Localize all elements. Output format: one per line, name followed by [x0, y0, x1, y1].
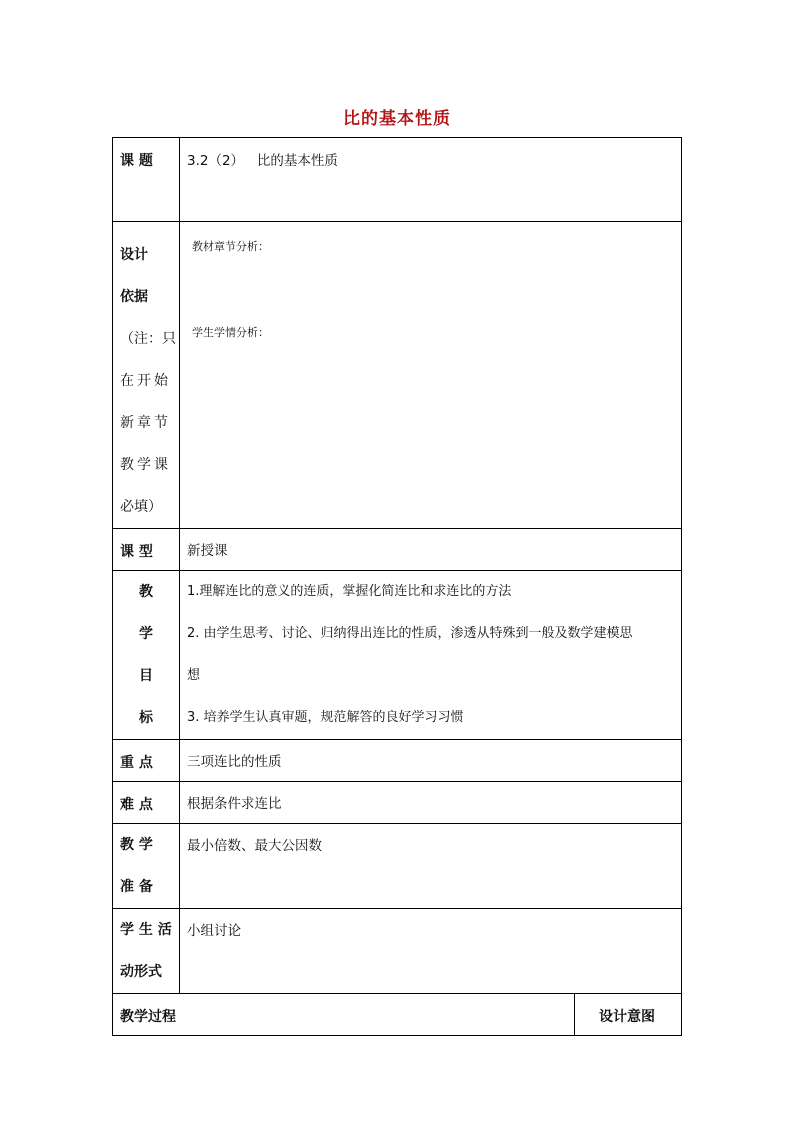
activity-label-line-1: 学 生 活: [120, 922, 172, 938]
textbook-analysis-label: 教材章节分析：: [192, 240, 269, 253]
key-point-value: 三项连比的性质: [187, 754, 282, 770]
design-basis-row: [113, 222, 682, 529]
design-basis-label: [113, 222, 179, 528]
design-basis-content-cell: [180, 222, 682, 529]
design-intent-label: 设计意图: [599, 1009, 655, 1025]
goals-label-char-3: 目: [139, 668, 153, 684]
lesson-type-value-cell: [180, 529, 682, 571]
process-header-row: [113, 994, 682, 1036]
key-point-label-cell: [113, 740, 180, 782]
activity-row: [113, 909, 682, 994]
teaching-goals-content-cell: [180, 571, 682, 740]
activity-value-cell: [180, 909, 682, 994]
design-basis-label-line-2: 依据: [120, 289, 148, 305]
design-basis-note-line-2: 在开始: [120, 373, 171, 389]
activity-label-line-2: 动形式: [120, 964, 162, 980]
preparation-label: [113, 824, 179, 908]
goal-item-3: 3. 培养学生认真审题，规范解答的良好学习习惯: [187, 710, 464, 725]
design-basis-note-line-1: （注：只: [120, 331, 176, 347]
process-label: 教学过程: [120, 1009, 176, 1025]
goals-label-char-4: 标: [139, 710, 153, 726]
key-point-label: 重 点: [120, 755, 153, 771]
preparation-value-cell: [180, 824, 682, 909]
teaching-goals-label-cell: [113, 571, 180, 740]
activity-label-cell: [113, 909, 180, 994]
lesson-type-row: [113, 529, 682, 571]
goals-label-char-2: 学: [139, 626, 153, 642]
document-title: 比的基本性质: [343, 109, 451, 129]
topic-label: 课 题: [120, 153, 153, 169]
key-point-row: [113, 740, 682, 782]
activity-label: [113, 909, 179, 993]
topic-label-cell: [113, 138, 180, 222]
difficulty-value-cell: [180, 782, 682, 824]
design-basis-label-cell: [113, 222, 180, 529]
preparation-value: 最小倍数、最大公因数: [187, 838, 322, 854]
teaching-goals-label: [113, 571, 179, 739]
topic-row: [113, 138, 682, 222]
difficulty-value: 根据条件求连比: [187, 796, 282, 812]
goals-label-char-1: 教: [139, 584, 153, 600]
lesson-type-value: 新授课: [187, 543, 228, 559]
preparation-label-cell: [113, 824, 180, 909]
activity-value: 小组讨论: [187, 923, 241, 939]
preparation-label-line-1: 教 学: [120, 837, 153, 853]
difficulty-label-cell: [113, 782, 180, 824]
preparation-row: [113, 824, 682, 909]
difficulty-row: [113, 782, 682, 824]
teaching-goals-row: [113, 571, 682, 740]
topic-value: 3.2（2） 比的基本性质: [187, 153, 338, 169]
preparation-label-line-2: 准 备: [120, 879, 153, 895]
goal-item-1: 1.理解连比的意义的连质，掌握化简连比和求连比的方法: [187, 584, 512, 599]
design-basis-note-line-4: 教学课: [120, 457, 171, 473]
lesson-type-label: 课 型: [120, 544, 153, 560]
process-left-cell: [113, 994, 575, 1036]
student-analysis-label: 学生学情分析：: [192, 326, 269, 339]
goals-list: [180, 571, 681, 739]
process-right-cell: [575, 994, 682, 1036]
key-point-value-cell: [180, 740, 682, 782]
design-basis-note-line-5: 必填）: [120, 499, 162, 515]
lesson-plan-table: [112, 137, 682, 1036]
topic-value-cell: [180, 138, 682, 222]
difficulty-label: 难 点: [120, 797, 153, 813]
design-basis-label-line-1: 设计: [120, 247, 148, 263]
design-basis-note-line-3: 新章节: [120, 415, 171, 431]
goal-item-2-continued: 想: [187, 668, 201, 683]
goal-item-2: 2. 由学生思考、讨论、归纳得出连比的性质，渗透从特殊到一般及数学建模思: [187, 626, 633, 641]
lesson-type-label-cell: [113, 529, 180, 571]
